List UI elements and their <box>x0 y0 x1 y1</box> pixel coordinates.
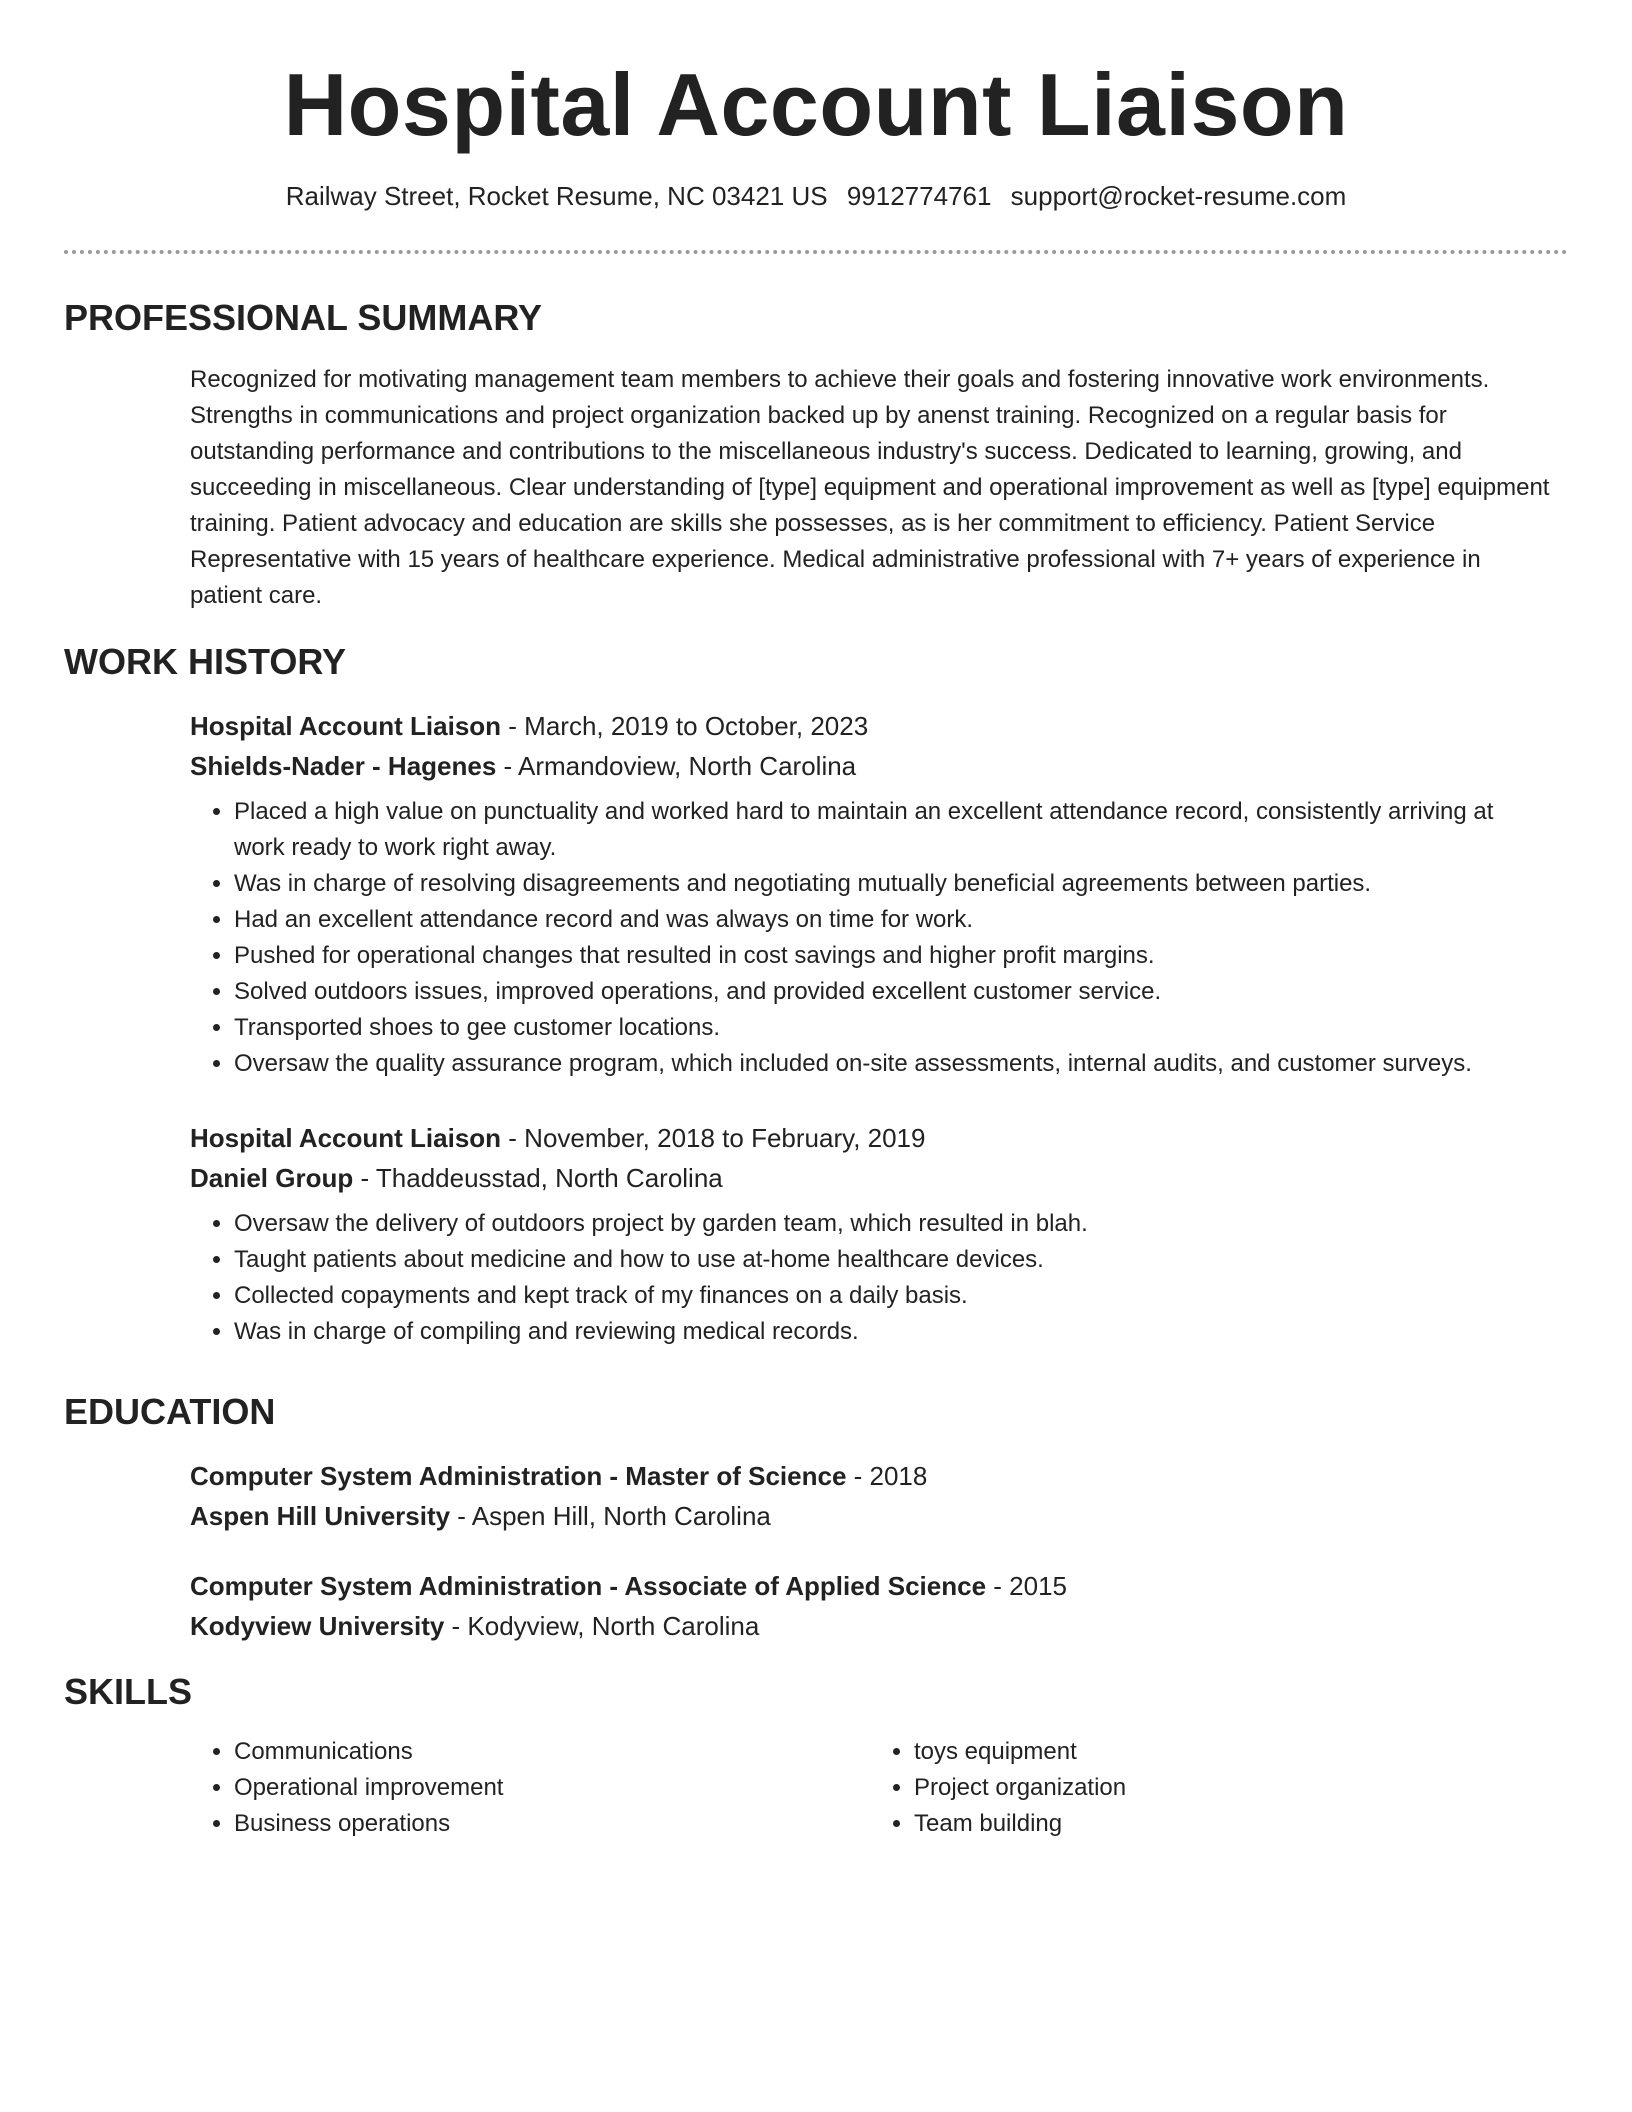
job-company: Daniel Group <box>190 1163 354 1193</box>
education-heading: EDUCATION <box>64 1391 276 1432</box>
education-entry <box>190 1456 1550 1536</box>
contact-phone: 9912774761 <box>846 181 992 211</box>
degree-year: - 2015 <box>986 1571 1067 1601</box>
skill-item: • Team building <box>914 1806 1550 1842</box>
job-bullet: • Collected copayments and kept track of my finances on a daily basis. <box>234 1278 1550 1314</box>
contact-address: Railway Street, Rocket Resume, NC 03421 US <box>285 181 828 211</box>
job-title-line <box>190 1118 1550 1158</box>
summary-heading: PROFESSIONAL SUMMARY <box>64 297 543 338</box>
job-dates: - November, 2018 to February, 2019 <box>501 1123 926 1153</box>
work-history-heading: WORK HISTORY <box>64 641 347 682</box>
job-bullet: • Placed a high value on punctuality and worked hard to maintain an excellent attendance record, consistently arriving at work ready to work right away. <box>234 794 1550 866</box>
education-entry <box>190 1566 1550 1646</box>
summary-section <box>190 362 1550 614</box>
job-entry <box>190 706 1550 1082</box>
degree-line <box>190 1456 1550 1496</box>
skill-item: • Operational improvement <box>234 1770 870 1806</box>
job-bullet: • Was in charge of resolving disagreements and negotiating mutually beneficial agreements between parties. <box>234 866 1550 902</box>
contact-email: support@rocket-resume.com <box>1010 181 1347 211</box>
job-bullet: • Pushed for operational changes that resulted in cost savings and higher profit margins. <box>234 938 1550 974</box>
job-location: - Thaddeusstad, North Carolina <box>353 1163 723 1193</box>
job-bullet: • Transported shoes to gee customer locations. <box>234 1010 1550 1046</box>
job-title: Hospital Account Liaison <box>190 1123 502 1153</box>
job-bullet: • Was in charge of compiling and reviewing medical records. <box>234 1314 1550 1350</box>
degree: Computer System Administration - Master of Science <box>190 1461 847 1491</box>
skill-item: • Communications <box>234 1734 870 1770</box>
skills-list <box>190 1734 1550 1842</box>
degree-line <box>190 1566 1550 1606</box>
school-line <box>190 1496 1550 1536</box>
school-location: - Kodyview, North Carolina <box>444 1611 760 1641</box>
skill-item: • Project organization <box>914 1770 1550 1806</box>
job-company: Shields-Nader - Hagenes <box>190 751 497 781</box>
job-location: - Armandoview, North Carolina <box>496 751 857 781</box>
job-company-line <box>190 1158 1550 1198</box>
job-dates: - March, 2019 to October, 2023 <box>501 711 869 741</box>
skill-item: • Business operations <box>234 1806 870 1842</box>
job-bullet: • Taught patients about medicine and how to use at-home healthcare devices. <box>234 1242 1550 1278</box>
school-location: - Aspen Hill, North Carolina <box>450 1501 771 1531</box>
degree-year: - 2018 <box>846 1461 928 1491</box>
school: Aspen Hill University <box>190 1501 451 1531</box>
job-bullet: • Oversaw the delivery of outdoors project by garden team, which resulted in blah. <box>234 1206 1550 1242</box>
candidate-name: Hospital Account Liaison <box>283 55 1349 154</box>
job-bullets <box>190 794 1550 1082</box>
job-company-line <box>190 746 1550 786</box>
job-bullet: • Oversaw the quality assurance program, which included on-site assessments, internal audits, and customer surveys. <box>234 1046 1550 1082</box>
job-bullet: • Had an excellent attendance record and was always on time for work. <box>234 902 1550 938</box>
school-line <box>190 1606 1550 1646</box>
header-divider <box>64 250 1568 254</box>
school: Kodyview University <box>190 1611 445 1641</box>
job-title-line <box>190 706 1550 746</box>
job-entry <box>190 1118 1550 1350</box>
contact-line <box>0 178 1632 214</box>
skills-column-right <box>870 1734 1550 1842</box>
skills-column-left <box>190 1734 870 1842</box>
skill-item: • toys equipment <box>914 1734 1550 1770</box>
degree: Computer System Administration - Associate of Applied Science <box>190 1571 987 1601</box>
summary-text: Recognized for motivating management team members to achieve their goals and fostering innovative work environments. Strengths in communications and project organization backed up by anenst training. Recognized on a regular basis for outstanding performance and contributions to the miscellaneous industry's success. Dedicated to learning, growing, and succeeding in miscellaneous. Clear understanding of [type] equipment and operational improvement as well as [type] equipment training. Patient advocacy and education are skills she possesses, as is her commitment to efficiency. Patient Service Representative with 15 years of healthcare experience. Medical administrative professional with 7+ years of experience in patient care. <box>190 366 1550 609</box>
job-bullet: • Solved outdoors issues, improved operations, and provided excellent customer service. <box>234 974 1550 1010</box>
skills-heading: SKILLS <box>64 1671 193 1712</box>
job-bullets <box>190 1206 1550 1350</box>
job-title: Hospital Account Liaison <box>190 711 502 741</box>
